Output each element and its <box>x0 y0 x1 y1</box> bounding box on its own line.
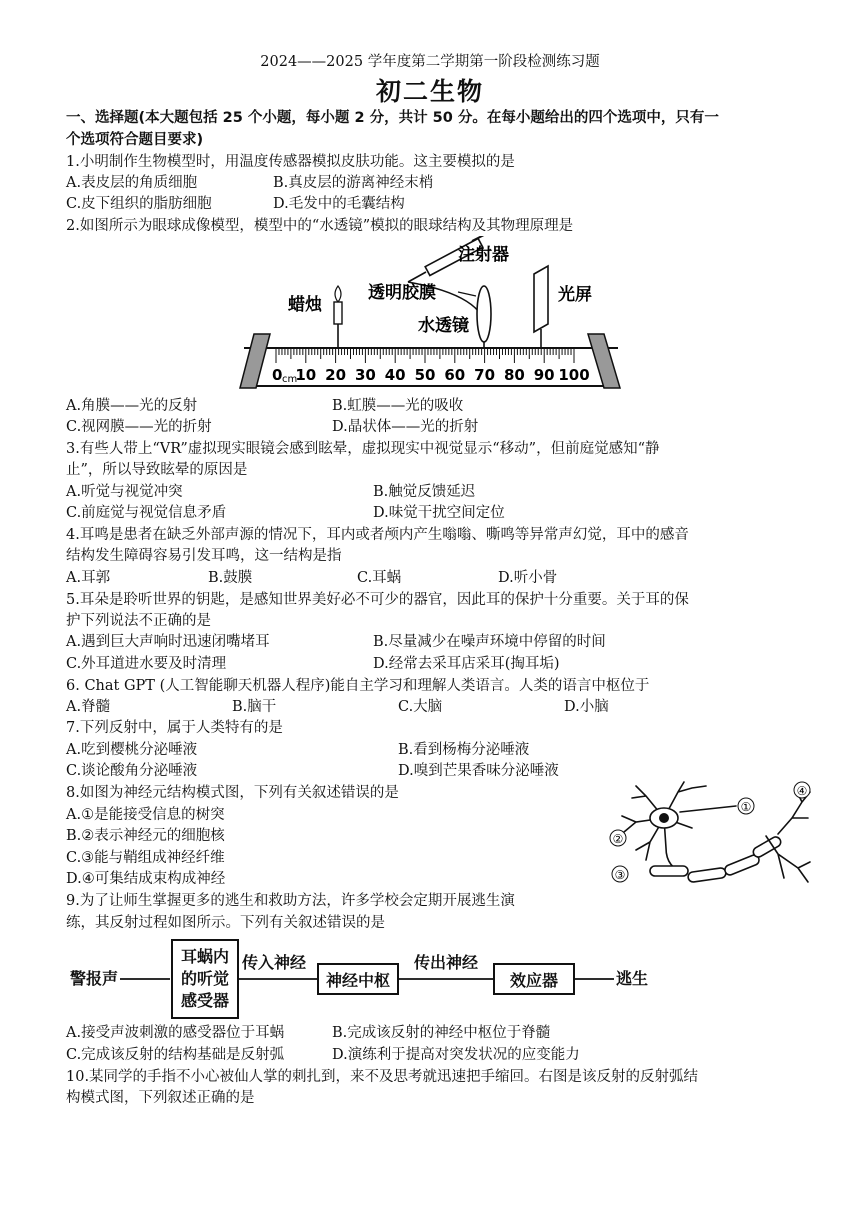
neuron-marker-2: ② <box>612 832 624 846</box>
q2-option-c: C.视网膜——光的折射 <box>66 419 212 435</box>
flow-efferent-label: 传出神经 <box>414 953 479 972</box>
q9-stem-line1: 9.为了让师生掌握更多的逃生和救助方法，许多学校会定期开展逃生演 <box>66 893 515 909</box>
q7-option-c: C.谈论酸角分泌唾液 <box>66 763 198 779</box>
q4-stem-line2: 结构发生障碍容易引发耳鸣，这一结构是指 <box>66 548 342 564</box>
reflex-flow-figure <box>66 934 706 1022</box>
ruler-tick-label: 40 <box>384 366 406 384</box>
section-instructions-line2: 个选项符合题目要求) <box>66 132 204 148</box>
candle-icon <box>334 286 342 348</box>
flow-effector-label: 效应器 <box>509 971 559 990</box>
q8-option-b: B.②表示神经元的细胞核 <box>66 828 225 844</box>
neuron-marker-1: ① <box>740 800 752 814</box>
q5-stem-line2: 护下列说法不正确的是 <box>66 613 211 629</box>
q9-option-d: D.演练利于提高对突发状况的应变能力 <box>332 1047 580 1063</box>
neuron-marker-4: ④ <box>796 784 808 798</box>
q10-stem-line2: 构模式图，下列叙述正确的是 <box>66 1090 255 1106</box>
section-instructions-line1: 一、选择题(本大题包括 25 个小题，每小题 2 分，共计 50 分。在每小题给出的四个选项中，只有一 <box>66 110 719 126</box>
screen-label: 光屏 <box>558 285 592 305</box>
membrane-label: 透明胶膜 <box>368 283 436 303</box>
ruler-tick-label: 60 <box>444 366 466 384</box>
q3-stem-line2: 止”，所以导致眩晕的原因是 <box>66 462 248 478</box>
q8-option-c: C.③能与鞘组成神经纤维 <box>66 850 225 866</box>
flow-afferent-label: 传入神经 <box>242 953 307 972</box>
q9-option-b: B.完成该反射的神经中枢位于脊髓 <box>332 1025 551 1041</box>
eye-model-figure <box>236 236 626 394</box>
q2-option-d: D.晶状体——光的折射 <box>332 419 479 435</box>
q9-stem-line2: 练，其反射过程如图所示。下列有关叙述错误的是 <box>66 915 385 931</box>
lens-label: 水透镜 <box>418 316 469 336</box>
q2-stem: 2.如图所示为眼球成像模型，模型中的“水透镜”模拟的眼球结构及其物理原理是 <box>66 218 574 234</box>
q3-option-c: C.前庭觉与视觉信息矛盾 <box>66 505 227 521</box>
q8-option-d: D.④可集结成束构成神经 <box>66 871 226 887</box>
light-screen-icon <box>534 266 548 348</box>
ruler-unit-label: cm <box>282 374 298 385</box>
q5-stem-line1: 5.耳朵是聆听世界的钥匙，是感知世界美好必不可少的器官，因此耳的保护十分重要。关于耳的保 <box>66 592 689 608</box>
q7-option-b: B.看到杨梅分泌唾液 <box>398 742 530 758</box>
ruler-tick-label: 80 <box>503 366 525 384</box>
q6-option-d: D.小脑 <box>564 699 609 715</box>
flow-receptor-line2: 的听觉 <box>180 969 230 988</box>
q4-option-a: A.耳郭 <box>66 570 111 586</box>
q6-option-b: B.脑干 <box>232 699 277 715</box>
q1-option-d: D.毛发中的毛囊结构 <box>273 196 405 212</box>
flow-receptor-line3: 感受器 <box>180 991 230 1010</box>
q4-stem-line1: 4.耳鸣是患者在缺乏外部声源的情况下，耳内或者颅内产生嗡嗡、嘶鸣等异常声幻觉，耳中的感音 <box>66 527 689 543</box>
q7-option-d: D.嗅到芒果香味分泌唾液 <box>398 763 559 779</box>
ruler-tick-label: 30 <box>354 366 376 384</box>
water-lens-shape <box>477 286 491 342</box>
q5-option-d: D.经常去采耳店采耳(掏耳垢) <box>373 656 560 672</box>
candle-label: 蜡烛 <box>288 295 322 315</box>
neuron-nucleus <box>659 813 669 823</box>
q5-option-c: C.外耳道进水要及时清理 <box>66 656 227 672</box>
q1-option-b: B.真皮层的游离神经末梢 <box>273 175 434 191</box>
flow-start-label: 警报声 <box>70 969 119 988</box>
q3-option-a: A.听觉与视觉冲突 <box>66 484 183 500</box>
q2-option-a: A.角膜——光的反射 <box>66 398 198 414</box>
q7-option-a: A.吃到樱桃分泌唾液 <box>66 742 198 758</box>
ruler-tick-label: 70 <box>474 366 496 384</box>
q6-stem: 6. Chat GPT (人工智能聊天机器人程序)能自主学习和理解人类语言。人类的语言中枢位于 <box>66 678 650 694</box>
neuron-figure <box>606 778 818 892</box>
q4-option-b: B.鼓膜 <box>208 570 253 586</box>
q4-option-c: C.耳蜗 <box>357 570 402 586</box>
q9-option-c: C.完成该反射的结构基础是反射弧 <box>66 1047 285 1063</box>
syringe-label: 注射器 <box>458 245 509 265</box>
q6-option-c: C.大脑 <box>398 699 443 715</box>
q6-option-a: A.脊髓 <box>66 699 111 715</box>
q2-option-b: B.虹膜——光的吸收 <box>332 398 464 414</box>
flow-receptor-line1: 耳蜗内 <box>180 947 230 966</box>
q3-option-d: D.味觉干扰空间定位 <box>373 505 505 521</box>
q7-stem: 7.下列反射中，属于人类特有的是 <box>66 720 283 736</box>
q1-option-c: C.皮下组织的脂肪细胞 <box>66 196 212 212</box>
ruler-tick-label: 0 <box>272 366 283 384</box>
q3-stem-line1: 3.有些人带上“VR”虚拟现实眼镜会感到眩晕，虚拟现实中视觉显示“移动”，但前庭觉感知“静 <box>66 441 660 457</box>
flow-center-label: 神经中枢 <box>325 971 391 990</box>
exam-title: 初二生物 <box>375 77 484 106</box>
q8-option-a: A.①是能接受信息的树突 <box>66 807 225 823</box>
exam-subtitle: 2024——2025 学年度第二学期第一阶段检测练习题 <box>260 54 600 70</box>
q5-option-a: A.遇到巨大声响时迅速闭嘴堵耳 <box>66 634 270 650</box>
ruler-tick-label: 100 <box>558 366 590 384</box>
ruler-tick-label: 50 <box>414 366 436 384</box>
ruler-tick-label: 20 <box>325 366 347 384</box>
ruler-tick-label: 90 <box>533 366 555 384</box>
q1-stem: 1.小明制作生物模型时，用温度传感器模拟皮肤功能。这主要模拟的是 <box>66 154 515 170</box>
q3-option-b: B.触觉反馈延迟 <box>373 484 476 500</box>
flow-end-label: 逃生 <box>616 969 649 988</box>
neuron-marker-3: ③ <box>614 868 626 882</box>
q10-stem-line1: 10.某同学的手指不小心被仙人掌的刺扎到，来不及思考就迅速把手缩回。右图是该反射的反射弧结 <box>66 1069 699 1085</box>
q8-stem: 8.如图为神经元结构模式图，下列有关叙述错误的是 <box>66 785 399 801</box>
ruler-tick-label: 10 <box>295 366 317 384</box>
q9-option-a: A.接受声波刺激的感受器位于耳蜗 <box>66 1025 285 1041</box>
q1-option-a: A.表皮层的角质细胞 <box>66 175 198 191</box>
q5-option-b: B.尽量减少在噪声环境中停留的时间 <box>373 634 606 650</box>
q4-option-d: D.听小骨 <box>498 570 558 586</box>
